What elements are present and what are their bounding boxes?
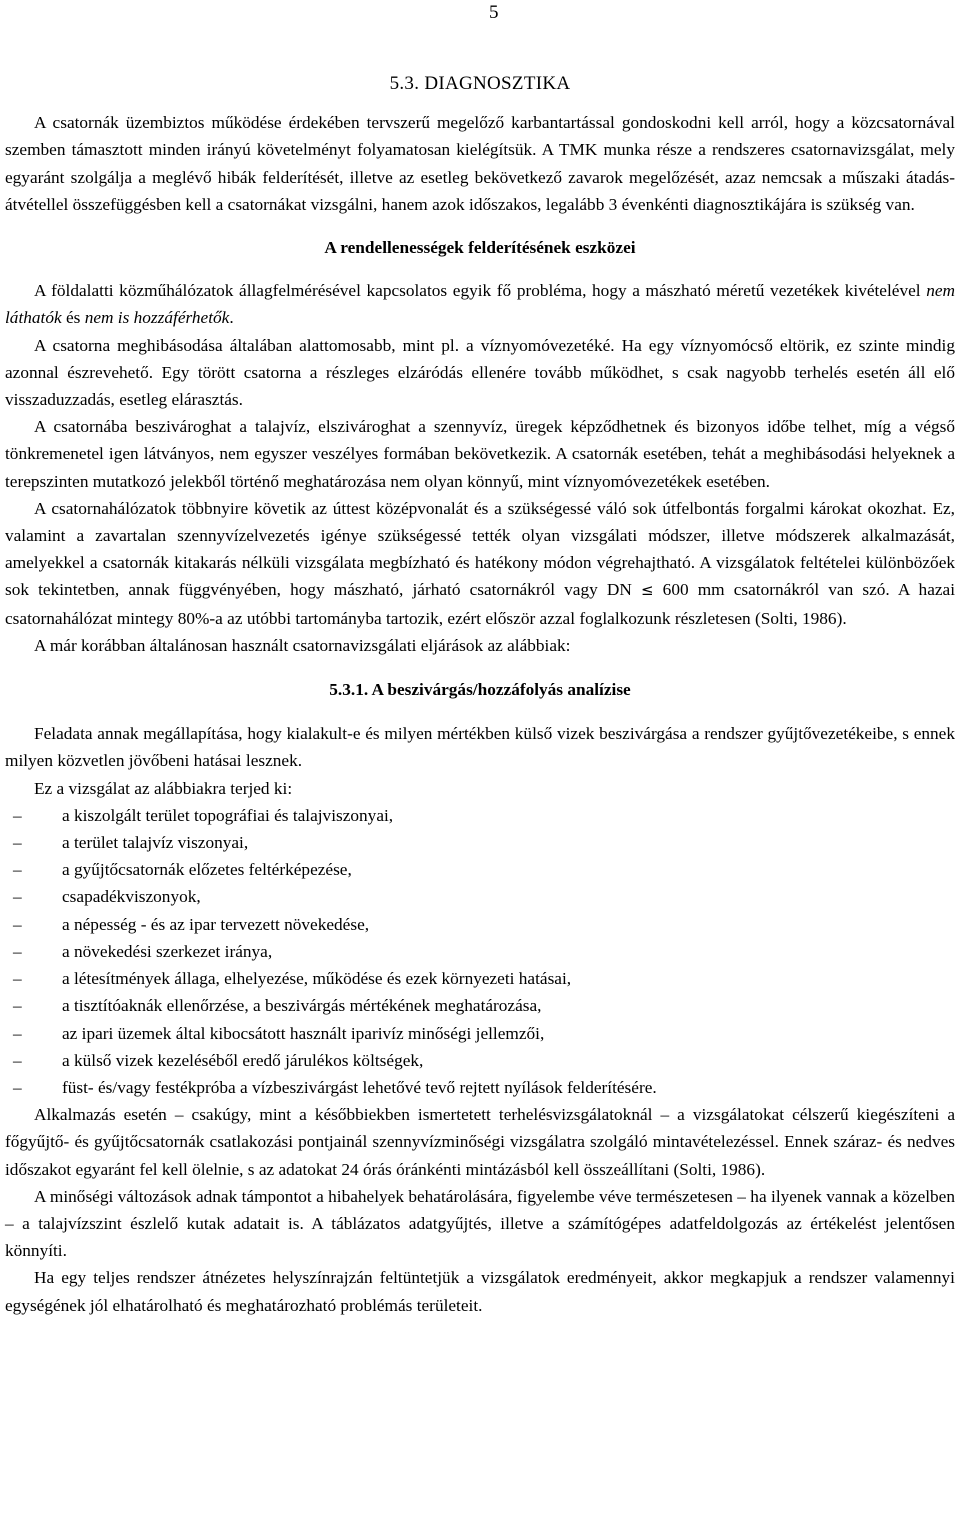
list-item xyxy=(5,883,955,910)
list-item xyxy=(5,829,955,856)
list-item-text: a létesítmények állaga, elhelyezése, működése és ezek környezeti hatásai, xyxy=(62,969,572,989)
dash-bullet-icon: – xyxy=(13,805,22,825)
list-item xyxy=(5,938,955,965)
list-item xyxy=(5,802,955,829)
section-title: 5.3. DIAGNOSZTIKA xyxy=(389,73,571,94)
dash-bullet-icon: – xyxy=(13,1077,22,1097)
text-segment: és xyxy=(61,308,85,328)
paragraph-tools-4 xyxy=(5,495,955,632)
paragraph-infiltration-2: Ez a vizsgálat az alábbiakra terjed ki: xyxy=(34,778,293,798)
text-segment: A csatornahálózatok többnyire követik az úttest középvonalát és a szükségessé váló sok útfelbontás forgalmi károkat okozhat. Ez, valamint a zavartalan szennyvízelvezetés igénye szükségessé tették olyan vizsgálati módszer, illetve módszerek alkalmazását, amelyekkel a csatornák kitakarás nélküli vizsgálata megbízható és hatékony módon végrehajtható. A vizsgálatok feltételei különbözőek sok tekintetben, annak függvényében, hogy mászható, járható csatornákról vagy DN xyxy=(5,498,955,600)
list-item-text: a külső vizek kezeléséből eredő járulékos költségek, xyxy=(62,1050,424,1070)
list-item-text: a tisztítóaknák ellenőrzése, a beszivárgás mértékének meghatározása, xyxy=(62,996,542,1016)
dash-bullet-icon: – xyxy=(13,914,22,934)
text-segment: 600 mm csatornákról van szó. A hazai csatornahálózat mintegy 80%-a az utóbbi tartományba tartozik, ezért először azzal foglalkozunk részletesen (Solti, 1986). xyxy=(5,580,955,628)
list-item-text: a kiszolgált terület topográfiai és talajviszonyai, xyxy=(62,805,394,825)
dash-bullet-icon: – xyxy=(13,860,22,880)
list-item-text: a gyűjtőcsatornák előzetes feltérképezése, xyxy=(62,860,352,880)
paragraph-tools-2: A csatorna meghibásodása általában alattomosabb, mint pl. a víznyomóvezetéké. Ha egy víznyomócső eltörik, ez szinte mindig azonnal észrevehető. Egy törött csatorna a részleges elzáródás ellenére tovább működhet, s csak nagyobb terhelés esetén áll elő visszaduzzadás, esetleg elárasztás. xyxy=(5,335,955,410)
less-or-equal-symbol: ≤ xyxy=(640,581,654,600)
paragraph-infiltration-1: Feladata annak megállapítása, hogy kialakult-e és milyen mértékben külső vizek beszivárgása a rendszer gyűjtővezetékeibe, s ennek milyen közvetlen jövőbeni hatásai lesznek. xyxy=(5,724,955,771)
document-body xyxy=(5,70,955,1319)
list-item-text: a növekedési szerkezet iránya, xyxy=(62,941,273,961)
intro-paragraph: A csatornák üzembiztos működése érdekében tervszerű megelőző karbantartással gondoskodni kell arról, hogy a közcsatornával szemben támasztott minden irányú követelményt folyamatosan kielégítsük. A TMK munka része a rendszeres csatornavizsgálat, mely egyaránt szolgálja a meglévő hibák felderítését, illetve az esetleg bekövetkező zavarok megelőzését, azaz nemcsak a műszaki átadás-átvétellel összefüggésben kell a csatornákat vizsgálni, hanem azok időszakos, legalább 3 évenkénti diagnosztikájára is szükség van. xyxy=(5,113,955,214)
text-segment: . xyxy=(229,308,234,328)
text-segment: A földalatti közműhálózatok állagfelmérésével kapcsolatos egyik fő probléma, hogy a mászható méretű vezetékek kivételével xyxy=(34,281,927,301)
paragraph-tools-5: A már korábban általánosan használt csatornavizsgálati eljárások az alábbiak: xyxy=(34,635,571,655)
list-item-text: a terület talajvíz viszonyai, xyxy=(62,833,249,853)
dash-bullet-icon: – xyxy=(13,887,22,907)
dash-bullet-icon: – xyxy=(13,1023,22,1043)
dash-bullet-icon: – xyxy=(13,996,22,1016)
paragraph-infiltration-4: A minőségi változások adnak támpontot a hibahelyek behatárolására, figyelembe véve természetesen – ha ilyenek vannak a közelben – a talajvízszint észlelő kutak adatait is. A táblázatos adatgyűjtés, illetve a számítógépes adatfeldolgozás az értékelést jelentősen könnyíti. xyxy=(5,1186,955,1261)
subsection-title-tools: A rendellenességek felderítésének eszközei xyxy=(324,238,636,258)
list-item xyxy=(5,965,955,992)
page-number: 5 xyxy=(489,2,499,23)
scope-list xyxy=(5,802,955,1101)
emphasis-not-accessible: nem is hozzáférhetők xyxy=(84,308,230,328)
dash-bullet-icon: – xyxy=(13,833,22,853)
dash-bullet-icon: – xyxy=(13,969,22,989)
list-item xyxy=(5,1047,955,1074)
paragraph-tools-3: A csatornába beszivároghat a talajvíz, elszivároghat a szennyvíz, üregek képződhetnek és bizonyos időbe telhet, míg a végső tönkremenetel igen látványos, nem egyszer veszélyes formában bekövetkezik. A csatornák esetében, tehát a meghibásodási helyeknek a terepszinten mutatkozó jelekből történő meghatározása nem olyan könnyű, mint víznyomóvezetékek esetében. xyxy=(5,417,955,491)
list-item xyxy=(5,856,955,883)
list-item-text: a népesség - és az ipar tervezett növekedése, xyxy=(62,914,370,934)
dash-bullet-icon: – xyxy=(13,1050,22,1070)
paragraph-infiltration-3: Alkalmazás esetén – csakúgy, mint a későbbiekben ismertetett terhelésvizsgálatoknál – a vizsgálatokat célszerű kiegészíteni a főgyűjtő- és gyűjtőcsatornák csatlakozási pontjainál szennyvízminőségi vizsgálatra szolgáló mintavételezéssel. Ennek száraz- és nedves időszakot egyaránt fel kell ölelnie, s az adatokat 24 órás óránkénti mintázásból kell összeállítani (Solti, 1986). xyxy=(5,1105,955,1179)
list-item-text: az ipari üzemek által kibocsátott használt iparivíz minőségi jellemzői, xyxy=(62,1023,545,1043)
list-item-text: füst- és/vagy festékpróba a vízbeszivárgást lehetővé tevő rejtett nyílások felderítésére. xyxy=(62,1077,657,1097)
dash-bullet-icon: – xyxy=(13,941,22,961)
subsection-title-infiltration: 5.3.1. A beszivárgás/hozzáfolyás analízise xyxy=(329,680,631,700)
paragraph-tools-1 xyxy=(5,277,955,331)
list-item xyxy=(5,1020,955,1047)
list-item xyxy=(5,911,955,938)
list-item xyxy=(5,992,955,1019)
list-item xyxy=(5,1074,955,1101)
paragraph-infiltration-5: Ha egy teljes rendszer átnézetes helyszínrajzán feltüntetjük a vizsgálatok eredményeit, akkor megkapjuk a rendszer valamennyi egységének jól elhatárolható és meghatározható problémás területeit. xyxy=(5,1268,955,1315)
emphasis-not-visible: nem láthatók xyxy=(5,281,955,328)
list-item-text: csapadékviszonyok, xyxy=(62,887,201,907)
